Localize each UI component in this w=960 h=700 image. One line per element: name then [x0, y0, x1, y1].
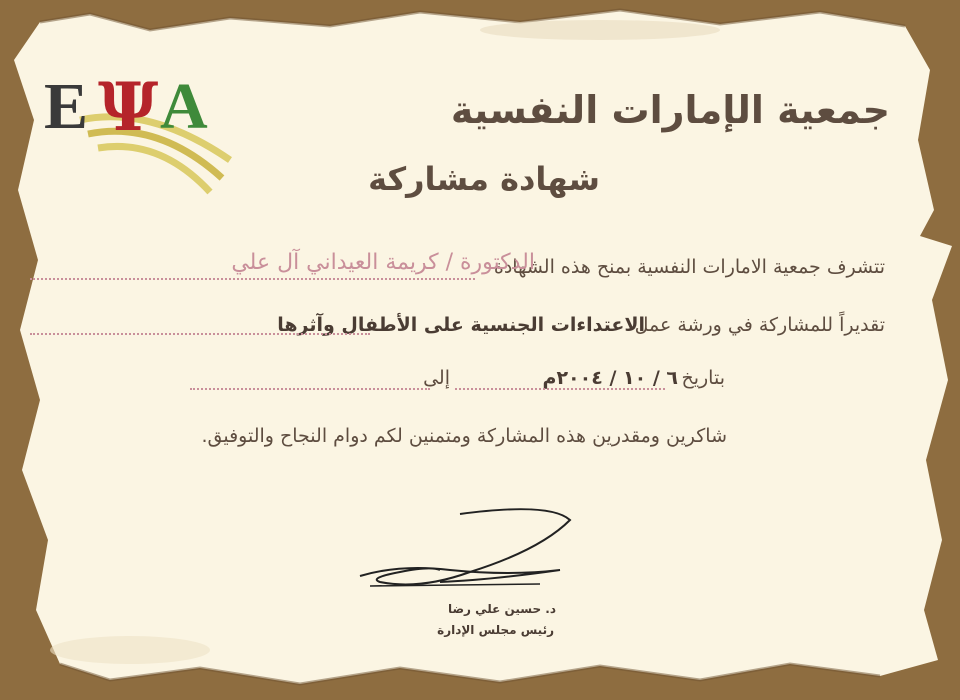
logo-letter-psi: Ψ — [98, 68, 159, 146]
organization-name: جمعية الإمارات النفسية — [450, 88, 890, 132]
to-dotted-line — [190, 388, 430, 390]
signatory-title: رئيس مجلس الإدارة — [437, 623, 554, 637]
signature-scribble — [340, 500, 580, 600]
line1-prefix: تتشرف جمعية الامارات النفسية بمنح هذه الشهادة — [493, 256, 885, 278]
date-label: بتاريخ — [681, 367, 725, 389]
recipient-name: الدكتورة / كريمة العيداني آل علي — [231, 250, 535, 275]
workshop-dotted-line — [30, 333, 370, 335]
signatory-name: د. حسين علي رضا — [447, 602, 556, 616]
logo-letter-a: A — [160, 70, 208, 143]
certificate-title: شهادة مشاركة — [368, 160, 600, 198]
to-label: إلى — [423, 367, 450, 389]
line2-prefix: تقديراً للمشاركة في ورشة عمل — [634, 314, 885, 336]
logo-letter-e: E — [44, 70, 89, 143]
eya-logo — [40, 50, 250, 200]
recipient-dotted-line — [30, 278, 475, 280]
date-value: ٦ / ١٠ / ٢٠٠٤م — [542, 367, 678, 389]
workshop-title: الاعتداءات الجنسية على الأطفال وآثرها — [277, 314, 645, 336]
closing-message: شاكرين ومقدرين هذه المشاركة ومتمنين لكم دوام النجاح والتوفيق. — [201, 425, 727, 447]
date-dotted-line — [455, 388, 665, 390]
